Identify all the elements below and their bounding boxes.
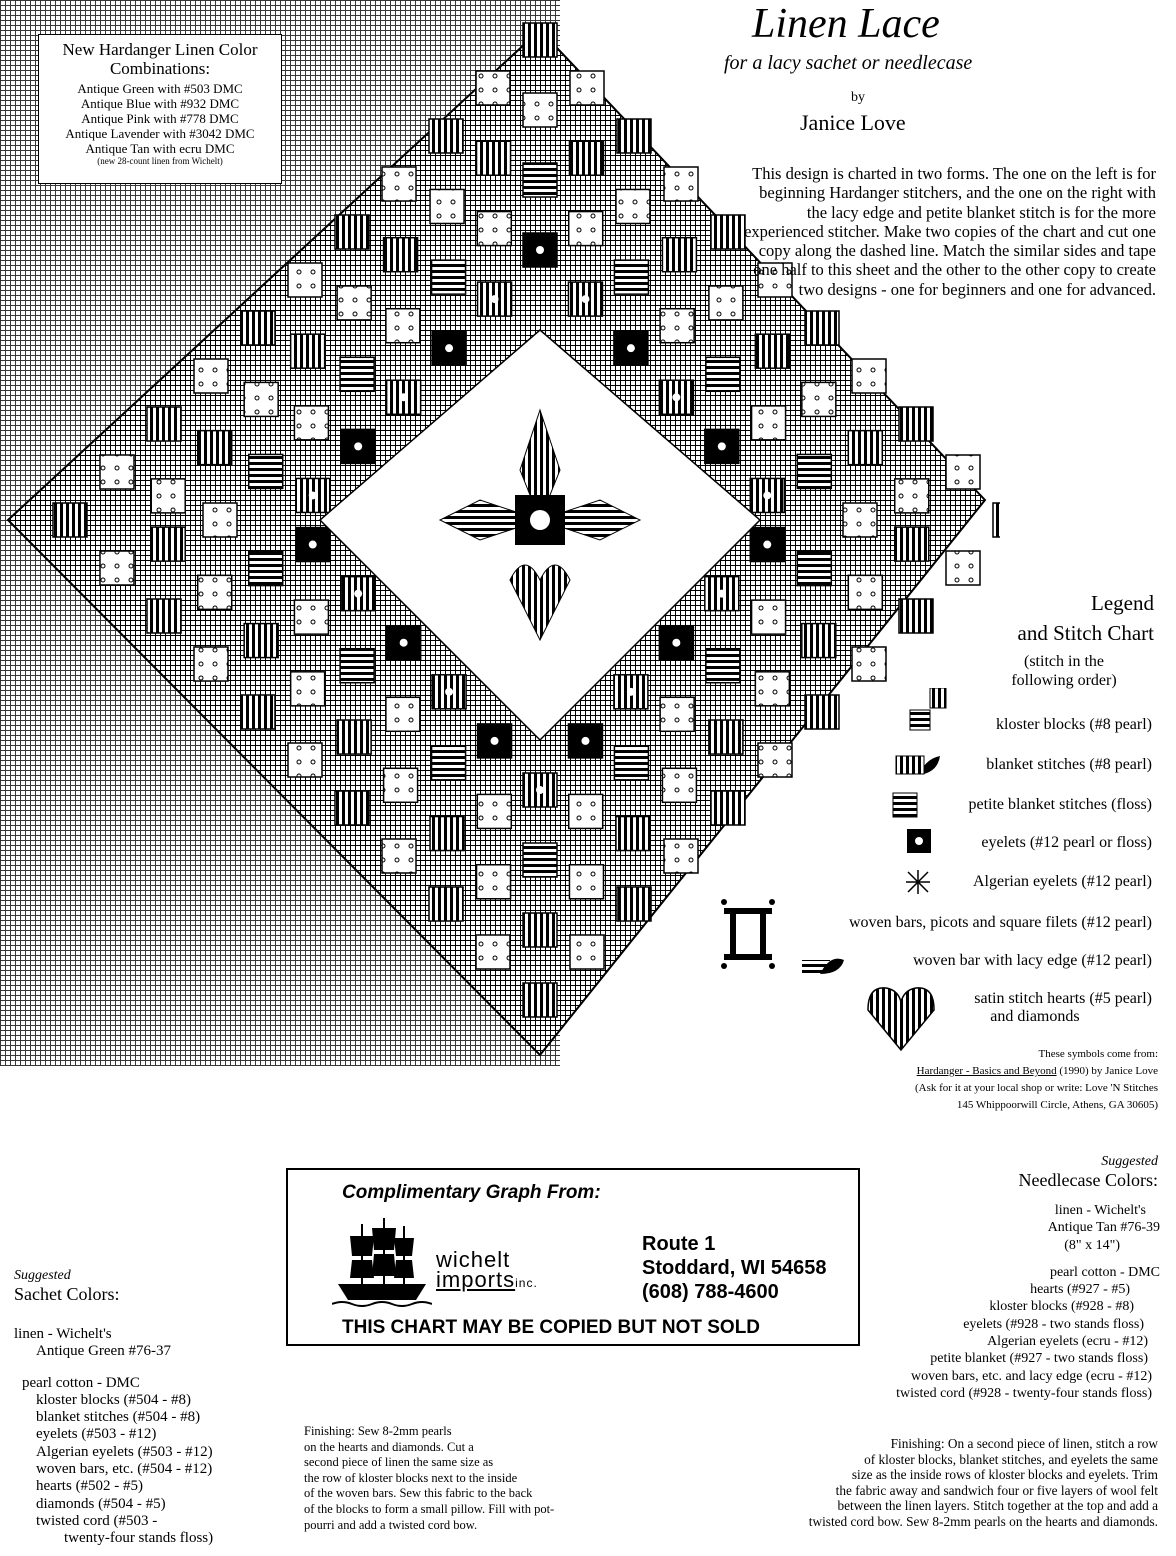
stitch-block [899,407,933,441]
legend-label-kloster: kloster blocks (#8 pearl) [996,716,1152,733]
logo-line1: wichelt [436,1247,511,1272]
credit-line2 [915,1063,1158,1080]
eyelet-hole [763,491,771,499]
credit-line3: (Ask for it at your local shop or write: Love 'N Stitches [914,1082,1158,1094]
stitch-block [616,189,650,223]
stitch-block [946,551,980,585]
stitch-block [523,913,557,947]
needle-linen-value: Antique Tan #76-39 [1047,1220,1160,1236]
ad-heading: Complimentary Graph From: [342,1182,601,1203]
stitch-block [430,817,464,851]
finishing-line: between the linen layers. Stitch together at the top and add a [837,1498,1158,1514]
color-line: Antique Lavender with #3042 DMC [65,126,255,141]
stitch-block [291,334,325,368]
stitch-block [151,527,185,561]
petite-blanket-icon [890,790,920,820]
kloster-block-icon [908,688,952,734]
finishing-line: Finishing: Sew 8-2mm pearls [304,1424,452,1438]
eyelet-hole [445,688,453,696]
stitch-block [288,263,322,297]
credit-note [915,1046,1158,1114]
legend-label-woven: woven bars, picots and square filets (#12 pearl) [848,914,1152,931]
stitch-block [382,839,416,873]
needle-item: hearts (#927 - #5) [1030,1282,1130,1298]
ad-copy-notice: THIS CHART MAY BE COPIED BUT NOT SOLD [342,1317,761,1338]
legend-heart-line1: satin stitch hearts (#5 pearl) [974,990,1152,1007]
stitch-block [852,359,886,393]
stitch-block [569,865,603,899]
stitch-block [244,624,278,658]
sachet-pearl-label: pearl cotton - DMC [22,1374,140,1391]
heart-icon [864,982,938,1054]
stitch-block [100,551,134,585]
stitch-block [430,189,464,223]
legend-title: Legend [1091,591,1154,615]
stitch-block [477,794,511,828]
eyelet-hole [354,442,362,450]
ad-address2: Stoddard, WI 54658 [642,1257,827,1279]
legend-label-lacy: woven bar with lacy edge (#12 pearl) [912,952,1152,969]
eyelet-hole [627,344,635,352]
sachet-item-last: twenty-four stands floss) [64,1530,214,1547]
eyelet-hole [400,639,408,647]
stitch-block [617,119,651,153]
stitch-block [337,286,371,320]
stitch-block [709,720,743,754]
stitch-block [432,746,466,780]
stitch-block [797,552,831,586]
stitch-block [432,260,466,294]
stitch-block [244,382,278,416]
finishing-line: Finishing: On a second piece of linen, stitch a row [890,1436,1158,1451]
color-line: Antique Pink with #778 DMC [81,111,239,126]
stitch-block [340,649,374,683]
finishing-line: second piece of linen the same size as [304,1455,494,1470]
stitch-block [382,167,416,201]
description: This design is charted in two forms. The one on the left is for beginning Hardanger stitchers, and the one on the right with the lacy edge and petite blanket stitch is for the more experienced stitcher. Make two copies of the chart and cut one copy along the dashed line. Match the similar sides and tape one half to this sheet and the other to the other copy to create two designs - one for beginners and one for advanced. [744,164,1156,299]
stitch-block [946,455,980,489]
stitch-block [288,743,322,777]
stitch-block [758,743,792,777]
stitch-block [614,260,648,294]
credit-line4: 145 Whippoorwill Circle, Athens, GA 30605) [956,1099,1158,1111]
stitch-block [614,746,648,780]
eyelet-hole [354,590,362,598]
color-line: Antique Tan with ecru DMC [85,141,235,156]
sachet-item: diamonds (#504 - #5) [36,1495,166,1512]
stitch-block [660,697,694,731]
stitch-block [569,141,603,175]
stitch-block [843,503,877,537]
eyelet-hole [309,491,317,499]
stitch-block [241,311,275,345]
algerian-eyelet-icon [904,868,932,896]
needle-item: petite blanket (#927 - two stands floss) [930,1351,1148,1367]
eyelet-hole [536,246,544,254]
stitch-block [476,935,510,969]
needlecase-heading: Needlecase Colors: [1018,1170,1158,1190]
color-line: Antique Green with #503 DMC [77,81,243,96]
stitch-block [706,357,740,391]
stitch-block [660,309,694,343]
sachet-heading: Sachet Colors: [14,1284,120,1304]
stitch-block [198,431,232,465]
ad-address1: Route 1 [642,1233,716,1255]
stitch-block [852,647,886,681]
needle-item: woven bars, etc. and lacy edge (ecru - #12) [910,1368,1152,1384]
needlecase-suggested: Suggested [1101,1154,1158,1169]
page-subtitle: for a lacy sachet or needlecase [724,52,973,74]
legend-order-note: (stitch in the following order) [1011,653,1117,689]
credit-line2-rest: (1990) by Janice Love [1056,1065,1158,1077]
page-title: Linen Lace [752,1,940,47]
stitch-block [523,163,557,197]
needle-item: Algerian eyelets (ecru - #12) [987,1334,1148,1350]
sachet-item: woven bars, etc. (#504 - #12) [36,1461,213,1478]
stitch-block [477,141,511,175]
stitch-block [752,406,786,440]
stitch-block [805,311,839,345]
stitch-block [194,647,228,681]
stitch-block [294,600,328,634]
lacy-edge-icon [800,952,846,978]
author-name: Janice Love [800,110,906,135]
stitch-block [570,935,604,969]
color-combinations-box [38,34,282,184]
finishing-line: twisted cord bow. Sew 8-2mm pearls on the hearts and diamonds. [808,1513,1158,1529]
stitch-block [523,23,557,57]
sachet-item: blanket stitches (#504 - #8) [36,1409,201,1426]
legend-heading [1018,588,1154,648]
eyelet-hole [491,737,499,745]
stitch-block [386,309,420,343]
needlecase-finishing [688,1436,1158,1530]
logo-suffix: inc. [515,1276,538,1290]
stitch-block [797,454,831,488]
color-line: Antique Blue with #932 DMC [80,96,240,111]
eyelet-hole [536,786,544,794]
stitch-block [386,697,420,731]
stitch-block [429,887,463,921]
sachet-item: Algerian eyelets (#503 - #12) [36,1443,213,1460]
legend-heart-line2: and diamonds [990,1008,1080,1025]
eyelet-hole [718,442,726,450]
legend-label-blanket: blanket stitches (#8 pearl) [986,756,1152,773]
stitch-block [664,167,698,201]
eyelet-hole [672,393,680,401]
legend-label-algerian: Algerian eyelets (#12 pearl) [972,873,1152,890]
stitch-block [662,238,696,272]
logo-line2 [436,1267,538,1293]
eyelet-hole [718,590,726,598]
stitch-block [147,407,181,441]
stitch-block [384,768,418,802]
stitch-block [194,359,228,393]
stitch-block [523,843,557,877]
stitch-block [711,791,745,825]
ship-icon [332,1214,432,1310]
stitch-block [617,887,651,921]
eyelet-hole [672,639,680,647]
finishing-line: pourri and add a twisted cord bow. [304,1517,478,1532]
finishing-line: of the woven bars. Sew this fabric to the back [304,1486,533,1501]
credit-book: Hardanger - Basics and Beyond [916,1065,1057,1077]
stitch-block [895,527,929,561]
sachet-item: eyelets (#503 - #12) [36,1426,157,1443]
by-label: by [851,90,865,105]
stitch-block [993,503,1000,537]
stitch-block [477,865,511,899]
stitch-block [569,212,603,246]
needle-item: eyelets (#928 - two stands floss) [963,1316,1144,1332]
stitch-block [664,839,698,873]
finishing-line: size as the inside rows of kloster blocks and eyelets. Trim [851,1467,1158,1483]
eyelet-hole [627,688,635,696]
logo-imports: imports [436,1267,516,1292]
blanket-stitch-icon [894,752,944,778]
stitch-block [848,431,882,465]
stitch-block [477,212,511,246]
stitch-block [755,672,789,706]
stitch-block [340,357,374,391]
stitch-block [706,649,740,683]
legend-label-petite: petite blanket stitches (floss) [968,796,1152,813]
stitch-block [429,119,463,153]
stitch-block [249,454,283,488]
stitch-block [337,720,371,754]
stitch-block [523,983,557,1017]
sachet-item: kloster blocks (#504 - #8) [36,1391,191,1408]
stitch-block [198,575,232,609]
stitch-block [802,382,836,416]
credit-line1: These symbols come from: [1038,1048,1158,1060]
color-box-footnote: (new 28-count linen from Wichelt) [97,156,223,166]
stitch-block [335,215,369,249]
stitch-block [569,794,603,828]
needle-item: twisted cord (#928 - twenty-four stands floss) [896,1385,1152,1401]
needle-size: (8" x 14") [1064,1237,1120,1253]
eyelet-hole [445,344,453,352]
stitch-block [147,599,181,633]
needle-pearl-label: pearl cotton - DMC [1049,1264,1160,1280]
stitch-block [802,624,836,658]
eyelet-icon [904,826,934,856]
sachet-item: hearts (#502 - #5) [36,1478,144,1495]
eyelet-hole [491,295,499,303]
eyelet-hole [400,393,408,401]
stitch-block [752,600,786,634]
stitch-block [249,552,283,586]
finishing-line: the row of kloster blocks next to the inside [304,1470,518,1485]
sachet-finishing [304,1424,674,1533]
legend-subtitle: and Stitch Chart [1017,621,1154,645]
stitch-block [241,695,275,729]
legend-label-heart [974,990,1152,1026]
color-box-heading: New Hardanger Linen Color Combinations: [62,40,258,78]
needlecase-list [720,1202,1160,1402]
finishing-line: on the hearts and diamonds. Cut a [304,1439,474,1454]
sachet-item: twisted cord (#503 - [36,1512,158,1529]
stitch-block [151,479,185,513]
sachet-linen-label: linen - Wichelt's [14,1326,112,1342]
stitch-block [523,93,557,127]
stitch-block [848,575,882,609]
stitch-block [53,503,87,537]
legend-label-eyelet: eyelets (#12 pearl or floss) [981,834,1152,851]
stitch-block [291,672,325,706]
sachet-linen-value: Antique Green #76-37 [36,1343,171,1360]
stitch-block [570,71,604,105]
finishing-line: of kloster blocks, blanket stitches, and eyelets the same [864,1451,1158,1467]
stitch-block [294,406,328,440]
wichelt-logo [436,1247,538,1293]
stitch-block [203,503,237,537]
stitch-block [100,455,134,489]
eyelet-hole [581,737,589,745]
sachet-suggested: Suggested [14,1268,71,1283]
needle-linen-label: linen - Wichelt's [1054,1203,1146,1218]
stitch-block [895,479,929,513]
stitch-block [662,768,696,802]
woven-bar-icon [716,898,780,970]
stitch-block [384,238,418,272]
stitch-block [805,695,839,729]
eyelet-hole [763,541,771,549]
finishing-line: the fabric away and sandwich four or five layers of wool felt [835,1482,1158,1498]
stitch-block [335,791,369,825]
sachet-list [14,1326,213,1548]
needle-item: kloster blocks (#928 - #8) [989,1299,1134,1315]
eyelet-hole [309,541,317,549]
stitch-block [899,599,933,633]
stitch-block [755,334,789,368]
stitch-block [476,71,510,105]
eyelet-hole [581,295,589,303]
ad-phone: (608) 788-4600 [642,1281,779,1303]
stitch-block [616,817,650,851]
finishing-line: of the blocks to form a small pillow. Fill with pot- [304,1501,555,1516]
